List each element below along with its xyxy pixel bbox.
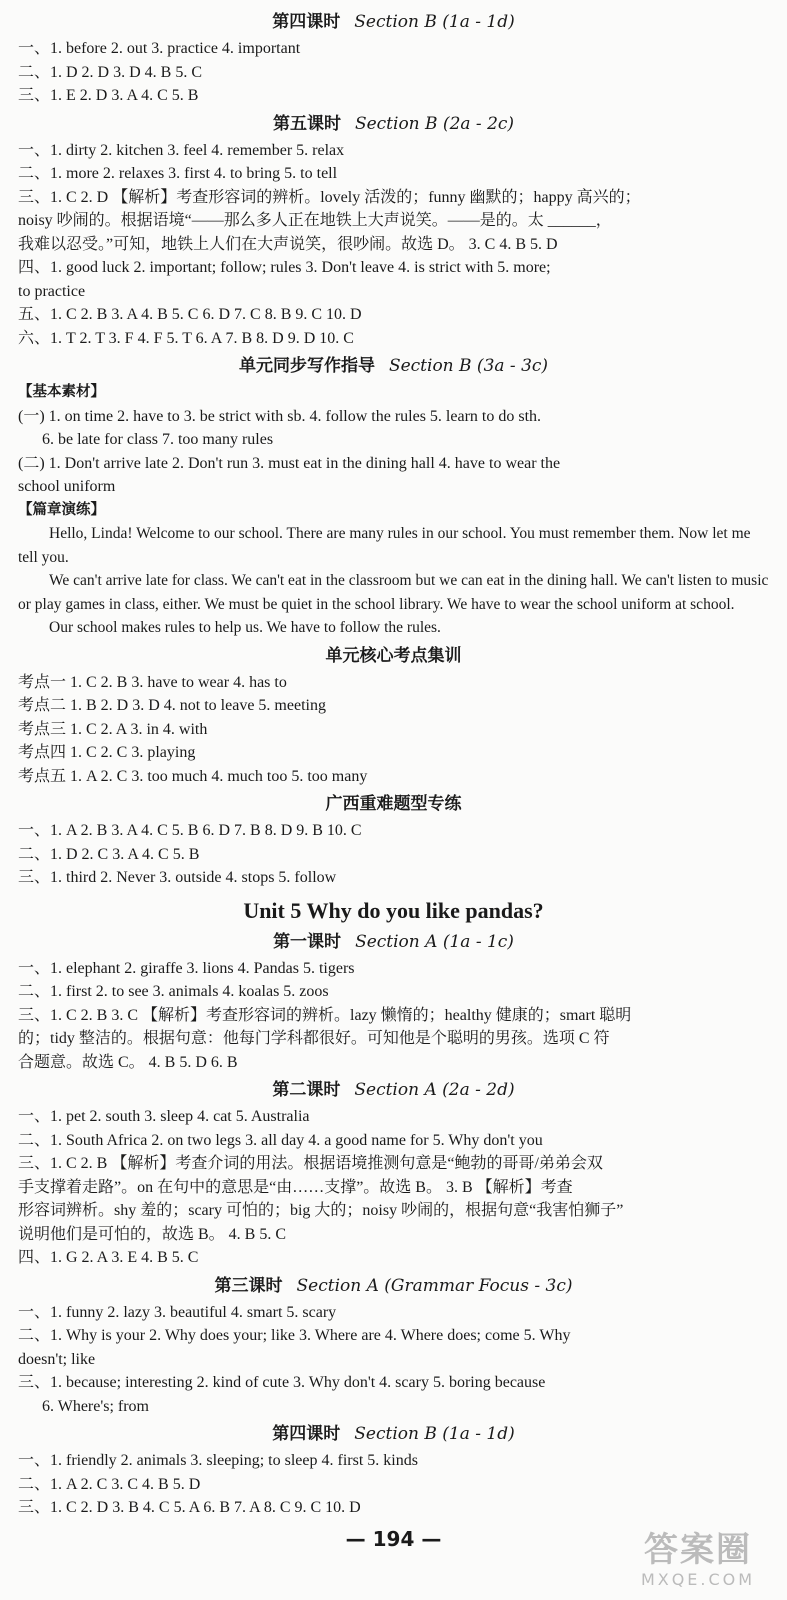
watermark-top: 答案圈 (644, 1530, 752, 1570)
heading-title: 第二课时 (272, 1080, 341, 1100)
answer-line: 三、1. E 2. D 3. A 4. C 5. B (18, 87, 199, 104)
answer-line: 二、1. more 2. relaxes 3. first 4. to bring 5. to tell (18, 165, 338, 182)
answer-content (18, 10, 769, 1520)
answer-line: 六、1. T 2. T 3. F 4. F 5. T 6. A 7. B 8. D 9. D 10. C (18, 329, 354, 347)
answer-line: 考点一 1. C 2. B 3. have to wear 4. has to (18, 673, 287, 691)
unit-title: Unit 5 Why do you like pandas? (243, 897, 544, 923)
answer-line: 二、1. first 2. to see 3. animals 4. koalas 5. zoos (18, 983, 329, 1000)
heading-section: Section A (1a - 1c) (355, 931, 514, 952)
answer-line: 我难以忍受。”可知，地铁上人们在大声说笑，很吵闹。故选 D。 3. C 4. B 5. D (18, 235, 558, 253)
answer-line: 说明他们是可怕的，故选 B。 4. B 5. C (18, 1225, 287, 1243)
answer-line: 一、1. funny 2. lazy 3. beautiful 4. smart 5. scary (18, 1303, 337, 1321)
answer-line: 一、1. before 2. out 3. practice 4. important (18, 40, 301, 57)
heading-section: Section B (1a - 1d) (354, 12, 515, 32)
answer-line: 三、1. C 2. D 3. B 4. C 5. A 6. B 7. A 8. C 9. C 10. D (18, 1499, 361, 1516)
answer-line: 合题意。故选 C。 4. B 5. D 6. B (18, 1053, 238, 1071)
heading-title: 第一课时 (273, 931, 342, 952)
answer-line: 一、1. friendly 2. animals 3. sleeping; to sleep 4. first 5. kinds (18, 1452, 418, 1469)
heading-section: Section B (2a - 2c) (354, 113, 515, 134)
section-heading (18, 354, 769, 379)
answer-line: 一、1. pet 2. south 3. sleep 4. cat 5. Australia (18, 1108, 310, 1125)
answer-line: (二) 1. Don't arrive late 2. Don't run 3. must eat in the dining hall 4. have to wear the (18, 454, 561, 472)
heading-title: 第四课时 (272, 1424, 341, 1444)
answer-line: (一) 1. on time 2. have to 3. be strict with sb. 4. follow the rules 5. learn to do sth. (18, 407, 542, 425)
heading-title: 第五课时 (272, 113, 341, 134)
section-label: 【基本素材】 (18, 384, 105, 400)
answer-line: 一、1. A 2. B 3. A 4. C 5. B 6. D 7. B 8. D 9. B 10. C (18, 822, 362, 839)
heading-section: Section B (3a - 3c) (388, 356, 549, 376)
answer-line: 考点五 1. A 2. C 3. too much 4. much too 5. too many (18, 767, 368, 785)
answer-line: 形容词辨析。shy 羞的；scary 可怕的；big 大的；noisy 吵闹的，根据句意“我害怕狮子” (18, 1202, 624, 1219)
heading-section: Section A (Grammar Focus - 3c) (296, 1275, 573, 1296)
answer-line: 四、1. G 2. A 3. E 4. B 5. C (18, 1249, 199, 1266)
section-heading (18, 1274, 769, 1299)
answer-line: 手支撑着走路”。on 在句中的意思是“由……支撑”。故选 B。 3. B 【解析】考查 (18, 1178, 573, 1196)
heading-section: Section B (1a - 1d) (354, 1424, 515, 1444)
heading-title: 第三课时 (214, 1275, 283, 1296)
answer-line: 6. Where's; from (42, 1397, 149, 1415)
essay-paragraph: Hello, Linda! Welcome to our school. There are many rules in our school. You must remember them. Now let me tell you. (18, 525, 751, 566)
section-heading (18, 644, 769, 669)
answer-line: 考点三 1. C 2. A 3. in 4. with (18, 720, 208, 738)
answer-line: 一、1. elephant 2. giraffe 3. lions 4. Pandas 5. tigers (18, 959, 355, 977)
watermark-logo (623, 1530, 773, 1594)
essay-paragraph: Our school makes rules to help us. We have to follow the rules. (49, 619, 441, 636)
answer-line: school uniform (18, 478, 116, 495)
answer-line: 二、1. D 2. C 3. A 4. C 5. B (18, 845, 200, 863)
answer-line: 四、1. good luck 2. important; follow; rules 3. Don't leave 4. is strict with 5. more; (18, 259, 551, 276)
section-heading (18, 930, 769, 955)
answer-line: 的；tidy 整洁的。根据句意：他每门学科都很好。可知他是个聪明的男孩。选项 C 符 (18, 1030, 610, 1047)
answer-line: doesn't; like (18, 1350, 96, 1368)
heading-section: Section A (2a - 2d) (354, 1080, 515, 1100)
section-heading (18, 10, 769, 35)
answer-line: 一、1. dirty 2. kitchen 3. feel 4. remember 5. relax (18, 141, 345, 159)
heading-title: 单元同步写作指导 (238, 356, 375, 376)
answer-line: 6. be late for class 7. too many rules (42, 431, 274, 448)
answer-line: 考点二 1. B 2. D 3. D 4. not to leave 5. meeting (18, 697, 326, 714)
answer-line: 二、1. A 2. C 3. C 4. B 5. D (18, 1475, 201, 1493)
section-heading (18, 1422, 769, 1447)
answer-line: 三、1. C 2. B 3. C 【解析】考查形容词的辨析。lazy 懒惰的；healthy 健康的；smart 聪明 (18, 1006, 632, 1024)
heading-title: 广西重难题型专练 (325, 794, 462, 814)
answer-line: to practice (18, 282, 86, 300)
section-heading (18, 792, 769, 817)
section-heading (18, 1078, 769, 1103)
heading-title: 第四课时 (272, 12, 341, 32)
page-number: — 194 — (345, 1526, 442, 1551)
answer-line: 考点四 1. C 2. C 3. playing (18, 744, 196, 761)
answer-line: 二、1. D 2. D 3. D 4. B 5. C (18, 63, 203, 81)
section-label: 【篇章演练】 (18, 501, 105, 518)
answer-line: 五、1. C 2. B 3. A 4. B 5. C 6. D 7. C 8. B 9. C 10. D (18, 306, 362, 323)
answer-line: 三、1. third 2. Never 3. outside 4. stops 5. follow (18, 869, 337, 886)
essay-paragraph: We can't arrive late for class. We can't eat in the classroom but we can eat in the dining hall. We can't listen to music or play games in class, either. We must be quiet in the school library. We have to wear the school uniform at school. (18, 572, 769, 613)
answer-line: 二、1. Why is your 2. Why does your; like 3. Where are 4. Where does; come 5. Why (18, 1327, 571, 1344)
answer-line: 三、1. C 2. B 【解析】考查介词的用法。根据语境推测句意是“鲍勃的哥哥/弟弟会双 (18, 1155, 603, 1172)
answer-line: 三、1. because; interesting 2. kind of cute 3. Why don't 4. scary 5. boring because (18, 1374, 546, 1391)
watermark-bottom: MXQE.COM (640, 1570, 756, 1589)
answer-line: noisy 吵闹的。根据语境“——那么多人正在地铁上大声说笑。——是的。太 ______， (18, 212, 612, 229)
answer-line: 三、1. C 2. D 【解析】考查形容词的辨析。lovely 活泼的；funny 幽默的；happy 高兴的； (18, 188, 641, 206)
answer-line: 二、1. South Africa 2. on two legs 3. all day 4. a good name for 5. Why don't you (18, 1131, 543, 1149)
section-heading (18, 112, 769, 137)
heading-title: 单元核心考点集训 (325, 645, 462, 666)
